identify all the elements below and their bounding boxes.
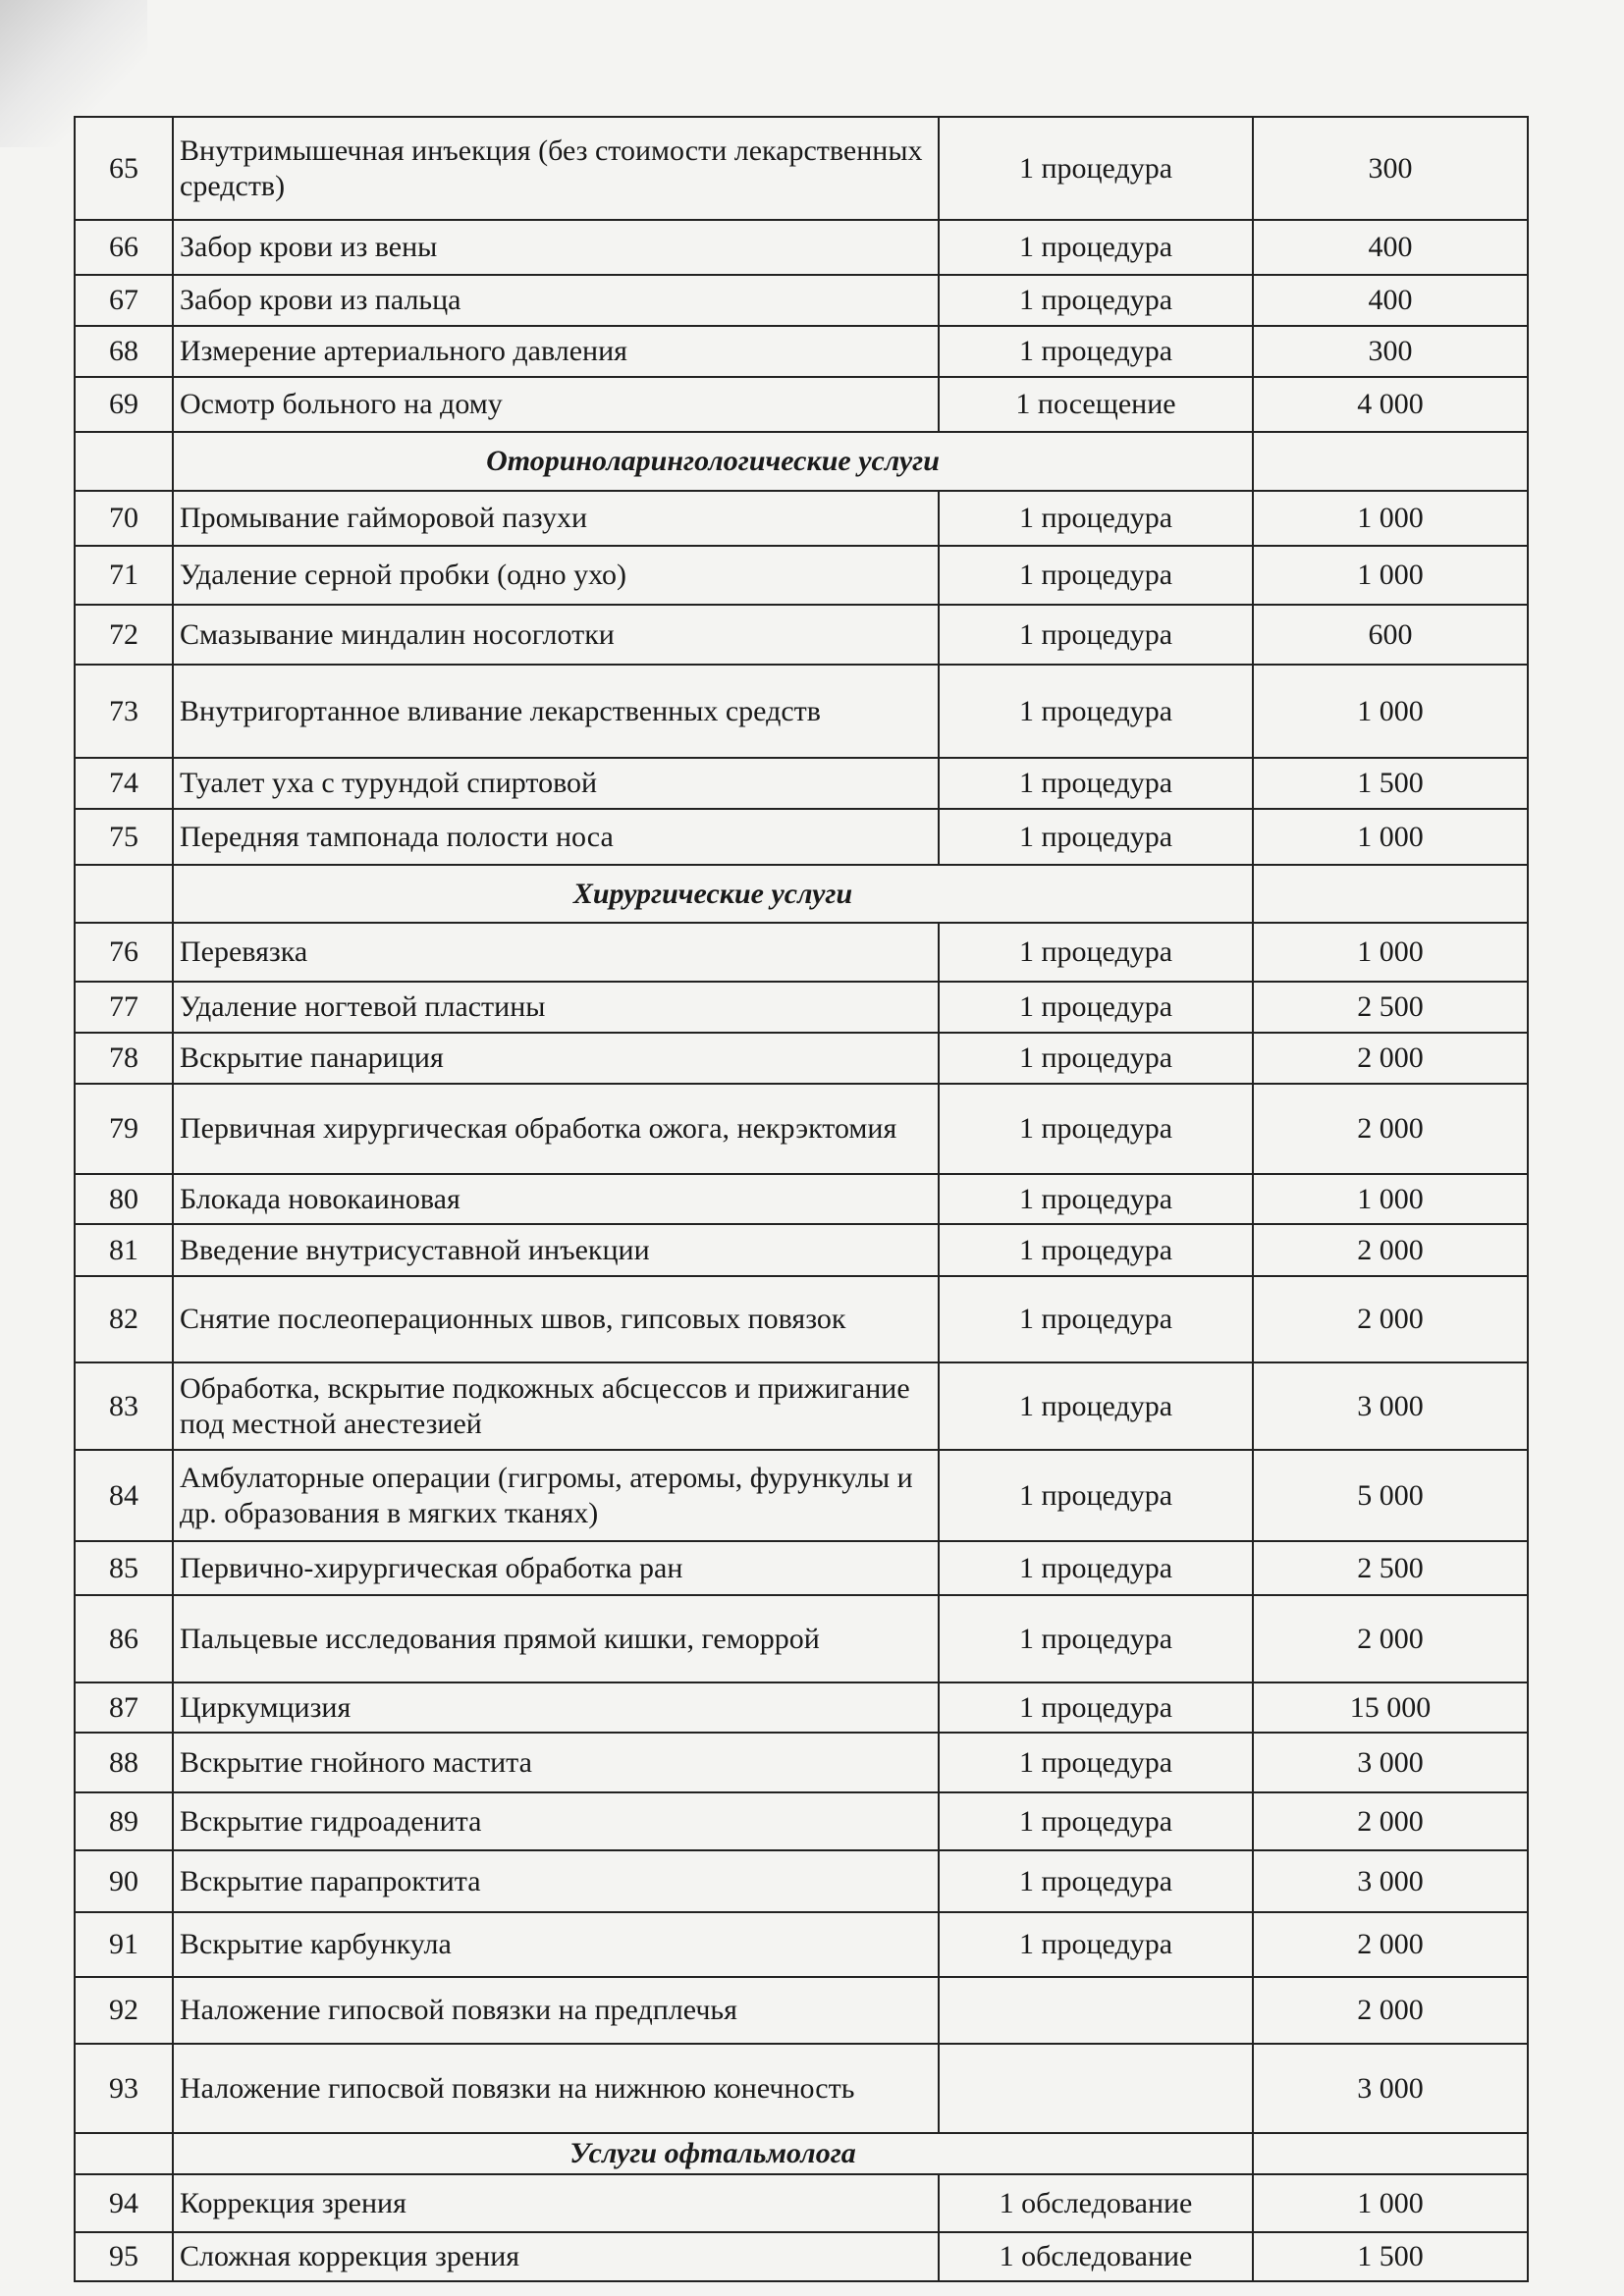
service-name: Наложение гипосвой повязки на предплечья <box>173 1977 939 2044</box>
row-number: 89 <box>75 1792 173 1850</box>
service-unit: 1 процедура <box>939 1912 1253 1977</box>
service-unit: 1 обследование <box>939 2174 1253 2232</box>
row-number: 85 <box>75 1541 173 1595</box>
service-unit: 1 процедура <box>939 809 1253 865</box>
service-price: 300 <box>1253 117 1528 220</box>
service-unit: 1 процедура <box>939 220 1253 275</box>
service-name: Передняя тампонада полости носа <box>173 809 939 865</box>
row-number: 81 <box>75 1224 173 1276</box>
service-price: 2 000 <box>1253 1792 1528 1850</box>
section-empty-cell <box>75 432 173 491</box>
table-row <box>75 758 1528 809</box>
service-unit: 1 процедура <box>939 491 1253 546</box>
service-name: Амбулаторные операции (гигромы, атеромы, фурункулы и др. образования в мягких тканях) <box>173 1450 939 1541</box>
table-row <box>75 809 1528 865</box>
service-price: 2 000 <box>1253 1224 1528 1276</box>
section-header-row <box>75 2133 1528 2174</box>
table-row <box>75 1276 1528 1362</box>
service-price: 15 000 <box>1253 1682 1528 1733</box>
service-unit: 1 обследование <box>939 2232 1253 2281</box>
service-unit: 1 процедура <box>939 275 1253 326</box>
table-row <box>75 923 1528 982</box>
service-price: 400 <box>1253 220 1528 275</box>
service-unit: 1 процедура <box>939 1084 1253 1174</box>
service-price: 600 <box>1253 605 1528 665</box>
service-price: 1 000 <box>1253 491 1528 546</box>
service-price: 1 000 <box>1253 1174 1528 1224</box>
table-row <box>75 1850 1528 1912</box>
service-unit <box>939 1977 1253 2044</box>
service-price: 2 500 <box>1253 1541 1528 1595</box>
service-price: 2 000 <box>1253 1084 1528 1174</box>
service-price: 2 500 <box>1253 982 1528 1033</box>
service-unit: 1 процедура <box>939 665 1253 758</box>
service-unit: 1 процедура <box>939 326 1253 377</box>
service-unit: 1 посещение <box>939 377 1253 432</box>
service-price: 1 000 <box>1253 665 1528 758</box>
service-name: Вскрытие гнойного мастита <box>173 1733 939 1792</box>
section-empty-cell <box>1253 2133 1528 2174</box>
row-number: 76 <box>75 923 173 982</box>
service-name: Первичная хирургическая обработка ожога, некрэктомия <box>173 1084 939 1174</box>
row-number: 84 <box>75 1450 173 1541</box>
service-unit: 1 процедура <box>939 1541 1253 1595</box>
section-title: Хирургические услуги <box>173 865 1253 923</box>
table-row <box>75 1682 1528 1733</box>
row-number: 66 <box>75 220 173 275</box>
table-row <box>75 1912 1528 1977</box>
table-row <box>75 2232 1528 2281</box>
service-unit: 1 процедура <box>939 758 1253 809</box>
section-title: Оториноларингологические услуги <box>173 432 1253 491</box>
table-row <box>75 491 1528 546</box>
service-name: Внутригортанное вливание лекарственных средств <box>173 665 939 758</box>
service-unit: 1 процедура <box>939 605 1253 665</box>
service-name: Вскрытие парапроктита <box>173 1850 939 1912</box>
service-unit: 1 процедура <box>939 1850 1253 1912</box>
service-name: Циркумцизия <box>173 1682 939 1733</box>
table-row <box>75 1362 1528 1450</box>
service-unit: 1 процедура <box>939 1450 1253 1541</box>
row-number: 69 <box>75 377 173 432</box>
table-row <box>75 326 1528 377</box>
row-number: 72 <box>75 605 173 665</box>
table-row <box>75 1595 1528 1682</box>
service-price: 3 000 <box>1253 1850 1528 1912</box>
row-number: 68 <box>75 326 173 377</box>
row-number: 77 <box>75 982 173 1033</box>
section-empty-cell <box>1253 865 1528 923</box>
service-unit <box>939 2044 1253 2133</box>
service-name: Снятие послеоперационных швов, гипсовых повязок <box>173 1276 939 1362</box>
service-price: 1 000 <box>1253 923 1528 982</box>
service-name: Первично-хирургическая обработка ран <box>173 1541 939 1595</box>
service-name: Внутримышечная инъекция (без стоимости лекарственных средств) <box>173 117 939 220</box>
service-name: Коррекция зрения <box>173 2174 939 2232</box>
table-row <box>75 1450 1528 1541</box>
service-price: 2 000 <box>1253 1977 1528 2044</box>
service-name: Пальцевые исследования прямой кишки, геморрой <box>173 1595 939 1682</box>
table-row <box>75 605 1528 665</box>
service-price: 300 <box>1253 326 1528 377</box>
service-name: Забор крови из пальца <box>173 275 939 326</box>
table-row <box>75 117 1528 220</box>
table-row <box>75 1792 1528 1850</box>
service-price: 4 000 <box>1253 377 1528 432</box>
service-name: Вскрытие карбункула <box>173 1912 939 1977</box>
row-number: 83 <box>75 1362 173 1450</box>
service-name: Измерение артериального давления <box>173 326 939 377</box>
row-number: 80 <box>75 1174 173 1224</box>
row-number: 71 <box>75 546 173 605</box>
service-name: Осмотр больного на дому <box>173 377 939 432</box>
service-unit: 1 процедура <box>939 117 1253 220</box>
table-row <box>75 2174 1528 2232</box>
service-price: 1 500 <box>1253 2232 1528 2281</box>
table-row <box>75 1174 1528 1224</box>
service-unit: 1 процедура <box>939 982 1253 1033</box>
service-name: Перевязка <box>173 923 939 982</box>
table-row <box>75 377 1528 432</box>
service-price: 2 000 <box>1253 1033 1528 1084</box>
service-price: 3 000 <box>1253 1362 1528 1450</box>
section-empty-cell <box>75 2133 173 2174</box>
row-number: 74 <box>75 758 173 809</box>
service-price: 5 000 <box>1253 1450 1528 1541</box>
table-row <box>75 275 1528 326</box>
service-price: 1 000 <box>1253 546 1528 605</box>
service-name: Обработка, вскрытие подкожных абсцессов и прижигание под местной анестезией <box>173 1362 939 1450</box>
price-table-body <box>75 117 1528 2281</box>
table-row <box>75 1733 1528 1792</box>
service-price: 1 500 <box>1253 758 1528 809</box>
service-unit: 1 процедура <box>939 1792 1253 1850</box>
service-unit: 1 процедура <box>939 1595 1253 1682</box>
row-number: 67 <box>75 275 173 326</box>
service-unit: 1 процедура <box>939 923 1253 982</box>
service-unit: 1 процедура <box>939 546 1253 605</box>
service-name: Введение внутрисуставной инъекции <box>173 1224 939 1276</box>
row-number: 75 <box>75 809 173 865</box>
service-name: Сложная коррекция зрения <box>173 2232 939 2281</box>
row-number: 87 <box>75 1682 173 1733</box>
service-unit: 1 процедура <box>939 1224 1253 1276</box>
section-empty-cell <box>75 865 173 923</box>
row-number: 78 <box>75 1033 173 1084</box>
service-name: Промывание гайморовой пазухи <box>173 491 939 546</box>
section-header-row <box>75 432 1528 491</box>
row-number: 95 <box>75 2232 173 2281</box>
service-price: 2 000 <box>1253 1912 1528 1977</box>
row-number: 90 <box>75 1850 173 1912</box>
row-number: 94 <box>75 2174 173 2232</box>
service-price: 1 000 <box>1253 2174 1528 2232</box>
section-empty-cell <box>1253 432 1528 491</box>
row-number: 79 <box>75 1084 173 1174</box>
service-unit: 1 процедура <box>939 1276 1253 1362</box>
service-price: 1 000 <box>1253 809 1528 865</box>
table-row <box>75 546 1528 605</box>
row-number: 92 <box>75 1977 173 2044</box>
section-title: Услуги офтальмолога <box>173 2133 1253 2174</box>
service-price: 3 000 <box>1253 1733 1528 1792</box>
service-name: Удаление ногтевой пластины <box>173 982 939 1033</box>
service-unit: 1 процедура <box>939 1362 1253 1450</box>
service-name: Смазывание миндалин носоглотки <box>173 605 939 665</box>
service-name: Вскрытие гидроаденита <box>173 1792 939 1850</box>
table-row <box>75 1084 1528 1174</box>
service-name: Удаление серной пробки (одно ухо) <box>173 546 939 605</box>
table-row <box>75 220 1528 275</box>
service-unit: 1 процедура <box>939 1682 1253 1733</box>
table-row <box>75 1224 1528 1276</box>
table-row <box>75 982 1528 1033</box>
service-name: Вскрытие панариция <box>173 1033 939 1084</box>
row-number: 93 <box>75 2044 173 2133</box>
service-price: 3 000 <box>1253 2044 1528 2133</box>
service-name: Забор крови из вены <box>173 220 939 275</box>
row-number: 70 <box>75 491 173 546</box>
row-number: 73 <box>75 665 173 758</box>
table-row <box>75 1541 1528 1595</box>
table-row <box>75 1977 1528 2044</box>
service-unit: 1 процедура <box>939 1174 1253 1224</box>
service-name: Наложение гипосвой повязки на нижнюю конечность <box>173 2044 939 2133</box>
service-unit: 1 процедура <box>939 1033 1253 1084</box>
table-row <box>75 2044 1528 2133</box>
row-number: 82 <box>75 1276 173 1362</box>
row-number: 88 <box>75 1733 173 1792</box>
service-name: Туалет уха с турундой спиртовой <box>173 758 939 809</box>
price-table <box>74 116 1529 2282</box>
service-unit: 1 процедура <box>939 1733 1253 1792</box>
service-name: Блокада новокаиновая <box>173 1174 939 1224</box>
service-price: 2 000 <box>1253 1595 1528 1682</box>
table-row <box>75 665 1528 758</box>
row-number: 86 <box>75 1595 173 1682</box>
table-row <box>75 1033 1528 1084</box>
section-header-row <box>75 865 1528 923</box>
service-price: 400 <box>1253 275 1528 326</box>
service-price: 2 000 <box>1253 1276 1528 1362</box>
row-number: 65 <box>75 117 173 220</box>
row-number: 91 <box>75 1912 173 1977</box>
